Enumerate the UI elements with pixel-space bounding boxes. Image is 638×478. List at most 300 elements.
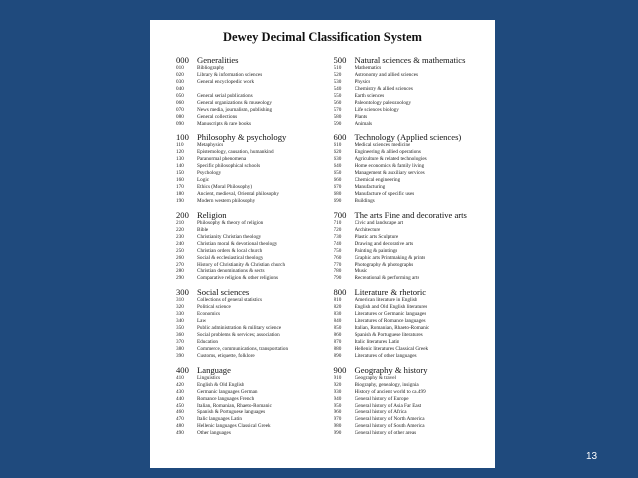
division-label: Animals — [354, 120, 373, 127]
division-row — [176, 346, 328, 353]
division-code: 950 — [333, 402, 342, 409]
division-label: Italic literatures Latin — [354, 338, 400, 345]
division-code: 770 — [333, 261, 342, 268]
division-code: 320 — [176, 304, 184, 311]
division-code: 910 — [333, 374, 342, 381]
division-row — [176, 163, 328, 170]
division-code: 870 — [333, 338, 342, 345]
division-label: Hellenic literatures Classical Greek — [354, 345, 429, 352]
division-row — [176, 93, 328, 100]
division-label: Paranormal phenomena — [197, 156, 247, 163]
division-label: Geography & travel — [354, 374, 396, 381]
division-row — [334, 262, 486, 269]
division-code: 820 — [333, 304, 342, 311]
division-code: 680 — [333, 191, 342, 197]
division-code: 780 — [333, 268, 342, 275]
class-heading-label: Religion — [197, 209, 227, 220]
division-code: 140 — [176, 163, 184, 170]
division-code: 730 — [333, 233, 342, 240]
division-code: 290 — [176, 275, 184, 282]
division-label: Italian, Romanian, Rhaeto-Romanic — [197, 402, 272, 409]
division-row — [176, 65, 328, 72]
division-code: 930 — [333, 388, 342, 395]
division-row — [334, 198, 486, 205]
division-label: Home economics & family living — [354, 163, 425, 170]
division-label: Epistemology, causation, humankind — [197, 149, 274, 156]
division-row — [176, 416, 328, 423]
division-label: Medical sciences medicine — [354, 142, 411, 149]
class-heading-label: Language — [197, 364, 231, 375]
class-section — [334, 210, 486, 282]
division-label: General history of Asia Far East — [354, 402, 422, 409]
class-section — [176, 365, 328, 437]
division-code: 050 — [176, 92, 184, 99]
division-row — [176, 403, 328, 410]
class-heading — [334, 55, 486, 65]
division-row — [176, 86, 328, 93]
division-row — [334, 416, 486, 423]
division-row — [176, 389, 328, 396]
division-code: 310 — [176, 297, 184, 304]
division-label: Bibliography — [197, 65, 225, 71]
division-label: Christian orders & local church — [197, 247, 263, 254]
division-label: Drawing and decorative arts — [354, 240, 414, 247]
division-code: 640 — [333, 163, 342, 170]
division-row — [334, 72, 486, 79]
division-label: Customs, etiquette, folklore — [197, 352, 255, 359]
division-code: 010 — [176, 65, 184, 71]
class-heading-label: Social sciences — [197, 287, 250, 298]
division-code: 670 — [333, 184, 342, 191]
division-row — [176, 268, 328, 275]
division-code: 440 — [176, 395, 184, 402]
division-label: History of ancient world to ca.499 — [354, 388, 426, 395]
division-label: Graphic arts Printmaking & prints — [354, 254, 426, 261]
division-row — [334, 149, 486, 156]
division-label: General history of Africa — [354, 409, 407, 416]
division-label: Paleontology paleozoology — [354, 99, 412, 106]
division-code: 880 — [333, 345, 342, 352]
division-label: Christianity Christian theology — [197, 233, 262, 240]
division-row — [176, 227, 328, 234]
division-code: 070 — [176, 106, 184, 113]
division-row — [334, 268, 486, 275]
division-label: Earth sciences — [354, 92, 385, 99]
division-row — [176, 149, 328, 156]
division-row — [176, 142, 328, 149]
division-code: 560 — [333, 99, 342, 106]
division-row — [334, 353, 486, 360]
division-code: 480 — [176, 423, 184, 430]
division-row — [334, 423, 486, 430]
division-code: 750 — [333, 247, 342, 254]
division-code: 540 — [333, 85, 342, 92]
division-code: 980 — [333, 423, 342, 430]
division-row — [334, 325, 486, 332]
division-label: Italian, Romanian, Rhaeto-Romanic — [354, 325, 430, 332]
division-code: 660 — [333, 177, 342, 184]
class-code: 900 — [333, 364, 347, 375]
division-label: Ancient, medieval, Oriental philosophy — [197, 191, 279, 197]
division-row — [176, 311, 328, 318]
division-row — [334, 191, 486, 198]
division-code: 960 — [333, 409, 342, 416]
division-label: Library & information sciences — [197, 71, 263, 78]
division-code: 030 — [176, 78, 184, 85]
division-code: 090 — [176, 120, 184, 127]
division-label: General history of North America — [354, 416, 425, 423]
division-row — [176, 107, 328, 114]
division-row — [334, 339, 486, 346]
division-code: 460 — [176, 409, 184, 416]
division-row — [334, 121, 486, 128]
division-code: 040 — [176, 85, 184, 92]
division-row — [334, 346, 486, 353]
document-title: Dewey Decimal Classification System — [223, 30, 422, 44]
division-row — [334, 227, 486, 234]
division-code: 350 — [176, 325, 184, 332]
division-row — [334, 409, 486, 416]
division-label: Buildings — [354, 197, 375, 204]
division-label: Social problems & services; association — [197, 332, 280, 338]
class-heading-label: Technology (Applied sciences) — [354, 132, 462, 143]
division-label: Photography & photographs — [354, 261, 414, 268]
class-code: 700 — [333, 209, 347, 220]
class-section — [176, 210, 328, 282]
division-label: Psychology — [197, 170, 222, 177]
division-code: 970 — [333, 416, 342, 423]
division-code: 280 — [176, 268, 184, 275]
division-code: 510 — [333, 65, 342, 71]
division-row — [176, 79, 328, 86]
division-row — [334, 396, 486, 403]
division-code: 410 — [176, 374, 184, 381]
division-code: 390 — [176, 352, 184, 359]
left-column — [176, 55, 328, 442]
division-code: 230 — [176, 233, 184, 240]
division-row — [334, 107, 486, 114]
division-label: Specific philosophical schools — [197, 163, 261, 170]
division-code: 120 — [176, 149, 184, 156]
class-section — [334, 287, 486, 359]
division-code: 610 — [333, 142, 342, 149]
division-code: 130 — [176, 156, 184, 163]
division-label: Metaphysics — [197, 142, 224, 149]
class-heading-label: Natural sciences & mathematics — [354, 55, 466, 65]
division-code: 450 — [176, 402, 184, 409]
division-label: Ethics (Moral Philosophy) — [197, 184, 253, 191]
division-code: 990 — [333, 430, 342, 437]
division-row — [334, 65, 486, 72]
division-row — [176, 262, 328, 269]
division-row — [176, 72, 328, 79]
class-heading — [334, 132, 486, 142]
division-row — [176, 191, 328, 198]
class-section — [176, 287, 328, 359]
division-label: General collections — [197, 113, 238, 120]
division-row — [176, 339, 328, 346]
division-label: Linguistics — [197, 374, 221, 381]
division-row — [334, 375, 486, 382]
division-code: 080 — [176, 113, 184, 120]
division-row — [334, 255, 486, 262]
division-label: American literature in English — [354, 297, 418, 304]
division-label: News media, journalism, publishing — [197, 106, 273, 113]
division-row — [334, 93, 486, 100]
division-label: Plastic arts Sculpture — [354, 233, 399, 240]
class-section — [334, 365, 486, 437]
class-code: 200 — [176, 209, 189, 220]
division-code: 190 — [176, 197, 184, 204]
division-code: 650 — [333, 170, 342, 177]
division-label: Astronomy and allied sciences — [354, 71, 419, 78]
division-code: 380 — [176, 345, 184, 352]
division-row — [176, 100, 328, 107]
class-heading-label: Generalities — [197, 55, 239, 65]
class-code: 000 — [176, 55, 189, 65]
division-row — [176, 198, 328, 205]
division-row — [334, 142, 486, 149]
division-row — [334, 311, 486, 318]
division-row — [176, 423, 328, 430]
division-row — [176, 248, 328, 255]
division-row — [176, 184, 328, 191]
division-code: 110 — [176, 142, 184, 149]
division-row — [176, 353, 328, 360]
division-row — [334, 389, 486, 396]
division-code: 630 — [333, 156, 342, 163]
division-row — [176, 220, 328, 227]
division-code: 250 — [176, 247, 184, 254]
division-code: 270 — [176, 261, 184, 268]
division-code: 550 — [333, 92, 342, 99]
division-label: Agriculture & related technologies — [354, 156, 427, 163]
division-code: 430 — [176, 388, 184, 395]
division-label: Education — [197, 338, 219, 345]
division-label: Public administration & military science — [197, 325, 282, 332]
division-row — [334, 403, 486, 410]
division-row — [176, 275, 328, 282]
division-row — [334, 163, 486, 170]
division-label: Mathematics — [354, 65, 382, 71]
division-label: Management & auxiliary services — [354, 170, 425, 177]
division-row — [334, 304, 486, 311]
division-code: 470 — [176, 416, 184, 423]
division-label: Spanish & Portuguese languages — [197, 409, 266, 416]
class-heading — [334, 210, 486, 220]
division-row — [176, 332, 328, 339]
class-section — [176, 55, 328, 127]
division-code: 060 — [176, 99, 184, 106]
division-row — [176, 318, 328, 325]
division-label: General serial publications — [197, 92, 253, 99]
division-label: Italic languages Latin — [197, 416, 242, 423]
division-label: Manufacture of specific uses — [354, 191, 415, 197]
division-code: 790 — [333, 275, 342, 282]
division-code: 340 — [176, 318, 184, 325]
division-code: 240 — [176, 240, 184, 247]
division-label: Plants — [354, 113, 368, 120]
division-row — [176, 156, 328, 163]
division-code: 150 — [176, 170, 184, 177]
division-row — [176, 121, 328, 128]
division-code: 940 — [333, 395, 342, 402]
division-code: 720 — [333, 226, 342, 233]
division-code: 690 — [333, 197, 342, 204]
division-row — [334, 114, 486, 121]
division-label: Law — [197, 318, 207, 325]
division-label: Music — [354, 268, 368, 275]
class-heading — [334, 365, 486, 375]
class-code: 300 — [176, 287, 189, 298]
division-code: 180 — [176, 191, 184, 197]
division-row — [176, 409, 328, 416]
division-label: Manuscripts & rare books — [197, 120, 252, 127]
division-code: 170 — [176, 184, 184, 191]
division-code: 160 — [176, 177, 184, 184]
division-row — [334, 241, 486, 248]
division-code: 220 — [176, 226, 184, 233]
class-heading — [176, 365, 328, 375]
division-label: Engineering & allied operations — [354, 149, 421, 156]
division-code: 530 — [333, 78, 342, 85]
class-section — [334, 55, 486, 127]
class-section — [176, 132, 328, 204]
class-code: 500 — [333, 55, 347, 65]
division-label: Logic — [197, 177, 210, 184]
division-label: Political science — [197, 304, 231, 311]
division-row — [334, 220, 486, 227]
division-label: English & Old English — [197, 381, 245, 388]
division-label: Economics — [197, 311, 221, 318]
division-label: Collections of general statistics — [197, 297, 262, 304]
class-heading — [176, 132, 328, 142]
division-code: 710 — [333, 219, 342, 226]
division-label: Painting & paintings — [354, 247, 398, 254]
division-row — [176, 234, 328, 241]
document-page — [150, 20, 495, 468]
division-label: Comparative religion & other religions — [197, 275, 278, 282]
division-code: 210 — [176, 219, 184, 226]
division-row — [334, 275, 486, 282]
division-label: Other languages — [197, 430, 231, 437]
division-label: Germanic languages German — [197, 388, 258, 395]
division-row — [334, 318, 486, 325]
division-label: Bible — [197, 226, 209, 233]
division-row — [334, 332, 486, 339]
division-code: 330 — [176, 311, 184, 318]
division-row — [176, 177, 328, 184]
division-code: 420 — [176, 381, 184, 388]
division-code: 490 — [176, 430, 184, 437]
division-label: Hellenic languages Classical Greek — [197, 423, 271, 430]
division-label: Christian denominations & sects — [197, 268, 265, 275]
division-row — [334, 177, 486, 184]
class-heading-label: Geography & history — [354, 364, 428, 375]
division-label: Social & ecclesiastical theology — [197, 254, 264, 261]
division-code: 570 — [333, 106, 342, 113]
division-label: Literatures of other languages — [354, 352, 417, 359]
division-label: General encyclopedic work — [197, 78, 255, 85]
division-row — [334, 79, 486, 86]
page-number: 13 — [586, 451, 598, 462]
classification-grid — [176, 55, 485, 442]
division-label: Recreational & performing arts — [354, 275, 420, 282]
division-code: 020 — [176, 71, 184, 78]
division-row — [176, 396, 328, 403]
division-label: Chemistry & allied sciences — [354, 85, 413, 92]
division-label: Physics — [354, 78, 371, 85]
division-code: 620 — [333, 149, 342, 156]
division-row — [176, 255, 328, 262]
division-row — [176, 430, 328, 437]
division-row — [176, 241, 328, 248]
division-code: 830 — [333, 311, 342, 318]
division-code: 860 — [333, 332, 342, 338]
division-row — [334, 100, 486, 107]
division-row — [334, 234, 486, 241]
division-row — [334, 170, 486, 177]
division-row — [176, 375, 328, 382]
division-code: 840 — [333, 318, 342, 325]
division-code: 740 — [333, 240, 342, 247]
division-code: 580 — [333, 113, 342, 120]
division-code: 520 — [333, 71, 342, 78]
division-label: Romance languages French — [197, 395, 255, 402]
division-label: History of Christianity & Christian church — [197, 261, 286, 268]
division-label: Literatures of Romance languages — [354, 318, 426, 325]
division-row — [334, 382, 486, 389]
class-heading-label: Literature & rhetoric — [354, 287, 427, 298]
division-label: Biography, genealogy, insignia — [354, 381, 419, 388]
division-row — [334, 297, 486, 304]
division-code: 810 — [333, 297, 342, 304]
class-heading — [176, 210, 328, 220]
division-label: Christian moral & devotional theology — [197, 240, 278, 247]
class-heading — [334, 287, 486, 297]
class-heading-label: Philosophy & psychology — [197, 132, 287, 143]
division-label: Philosophy & theory of religion — [197, 219, 264, 226]
division-label: English and Old English literatures — [354, 304, 428, 311]
division-row — [176, 304, 328, 311]
division-label: Commerce, communications, transportation — [197, 345, 289, 352]
division-row — [334, 248, 486, 255]
division-label: General history of South America — [354, 423, 425, 430]
class-section — [334, 132, 486, 204]
division-label: Civic and landscape art — [354, 219, 404, 226]
class-heading — [176, 55, 328, 65]
division-row — [176, 325, 328, 332]
division-label: Modern western philosophy — [197, 197, 256, 204]
division-label: General organizations & museology — [197, 99, 272, 106]
division-code: 890 — [333, 352, 342, 359]
division-code: 590 — [333, 120, 342, 127]
division-row — [176, 170, 328, 177]
division-row — [176, 114, 328, 121]
division-code: 260 — [176, 254, 184, 261]
division-code: 760 — [333, 254, 342, 261]
division-label: Life sciences biology — [354, 106, 399, 113]
division-row — [176, 297, 328, 304]
class-code: 100 — [176, 132, 189, 143]
division-code: 850 — [333, 325, 342, 332]
division-row — [176, 382, 328, 389]
division-label: General history of Europe — [354, 395, 409, 402]
right-column — [334, 55, 486, 442]
class-code: 800 — [333, 287, 347, 298]
division-label: Manufacturing — [354, 184, 386, 191]
division-label: Chemical engineering — [354, 177, 401, 184]
